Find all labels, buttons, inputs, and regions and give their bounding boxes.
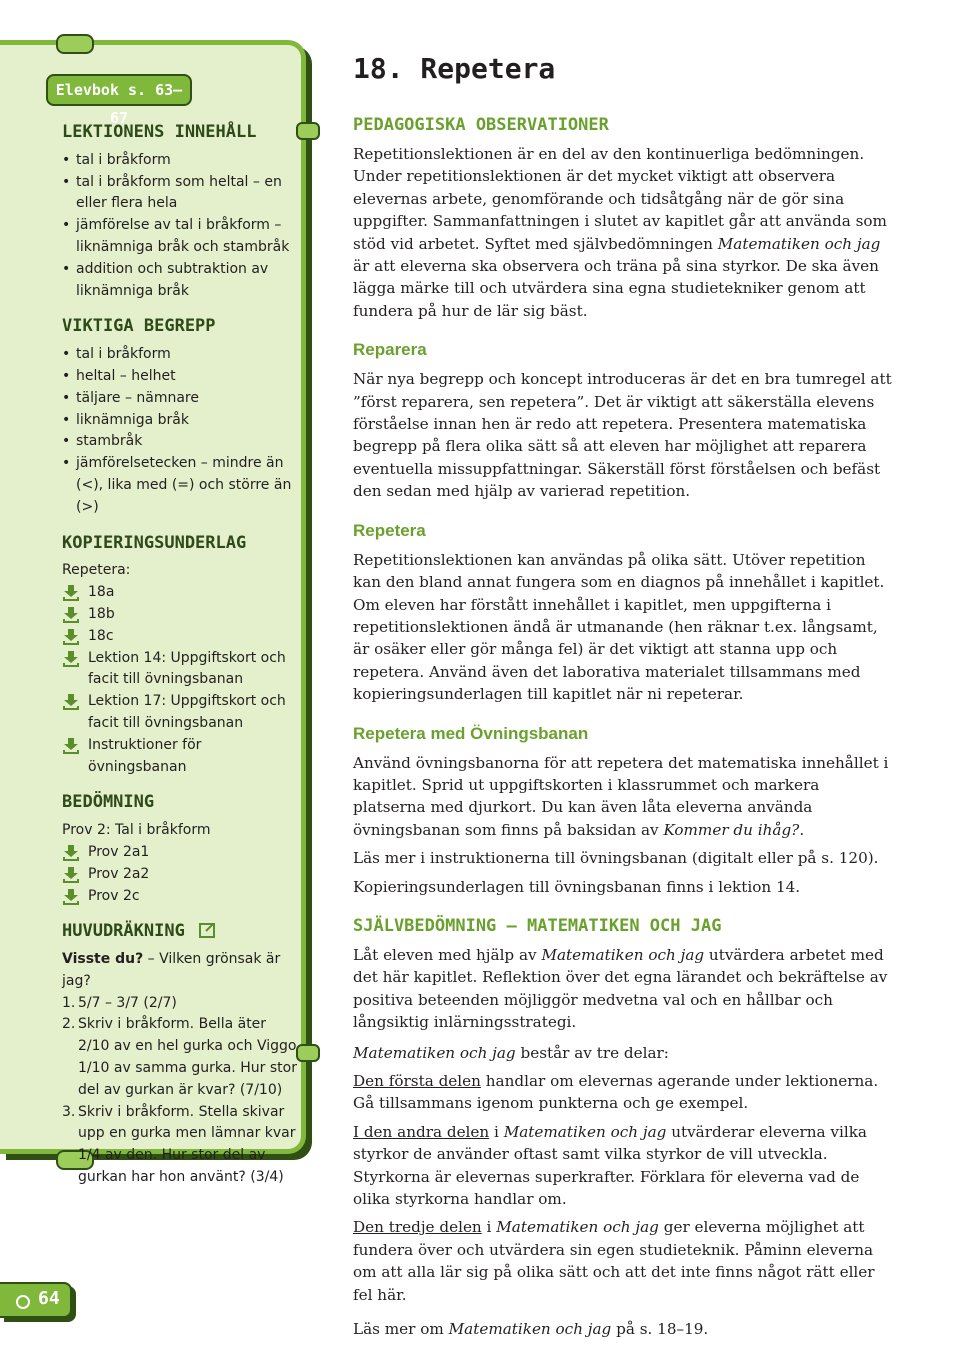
- list-item: • tal i bråkform: [62, 150, 298, 172]
- section-kopiering: [62, 533, 298, 779]
- section-bedomning: [62, 792, 298, 907]
- heading-kopiering: KOPIERINGSUNDERLAG: [62, 532, 247, 553]
- list-innehall: [62, 150, 298, 303]
- list-item: • jämförelse av tal i bråkform – liknämniga bråk och stambråk: [62, 215, 298, 259]
- download-label: Lektion 17: Uppgiftskort och facit till övningsbanan: [88, 693, 286, 731]
- italic-title: Matematiken och jag: [503, 1122, 667, 1141]
- list-huvudrakning: [62, 993, 298, 1189]
- download-link-prov2c[interactable]: [62, 886, 298, 908]
- text: Använd övningsbanorna för att repetera det matematiska innehållet i kapitlet. Sprid ut uppgiftskorten i klassrummet och markera platserna med djurkort. Du kan även låta eleverna använda övningsbanan som finns på baksidan av: [353, 753, 889, 839]
- download-label: Instruktioner för övningsbanan: [88, 736, 202, 775]
- item-text: 5/7 – 3/7 (2/7): [78, 994, 177, 1011]
- text: .: [799, 820, 805, 839]
- list-begrepp: [62, 344, 298, 518]
- download-icon: [62, 607, 80, 623]
- heading-reparera: Reparera: [353, 340, 427, 360]
- pipe-ring-top: [56, 34, 94, 54]
- list-item: • täljare – nämnare: [62, 388, 298, 410]
- download-link-prov2a2[interactable]: [62, 864, 298, 886]
- download-icon: [62, 889, 80, 905]
- underlined-text: Den första delen: [353, 1072, 481, 1090]
- heading-bedomning: BEDÖMNING: [62, 792, 155, 813]
- italic-title: Kommer du ihåg?: [663, 820, 800, 839]
- text: Låt eleven med hjälp av: [353, 945, 542, 964]
- download-label: Lektion 14: Uppgiftskort och facit till övningsbanan: [88, 649, 286, 688]
- download-link-prov2a1[interactable]: [62, 842, 298, 864]
- list-item: [62, 993, 298, 1015]
- download-label: 18a: [88, 584, 115, 601]
- paragraph-sjalv-3: [353, 1070, 893, 1115]
- paragraph-ovningsbanan-3: Kopieringsunderlagen till övningsbanan finns i lektion 14.: [353, 877, 801, 896]
- paragraph-sjalv-1: [353, 944, 893, 1034]
- heading-ovningsbanan: Repetera med Övningsbanan: [353, 723, 589, 743]
- page-number-tab: [0, 1282, 72, 1318]
- download-icon: [62, 651, 80, 667]
- visste-du: [62, 949, 298, 993]
- section-innehall: [62, 122, 298, 302]
- heading-huvudrakning-label: HUVUDRÄKNING: [62, 921, 185, 942]
- text: utvärdera arbetet med det här kapitlet. Reflektion över det egna lärandet och bekräftelse av positiva beteenden möjliggör medvetna val och en hållbar och långsiktig inlärningsstrategi.: [353, 945, 888, 1032]
- bedomning-intro: Prov 2: Tal i bråkform: [62, 822, 211, 839]
- heading-innehall: LEKTIONENS INNEHÅLL: [62, 122, 257, 142]
- item-text: Skriv i bråkform. Bella äter 2/10 av en hel gurka och Viggo 1/10 av samma gurka. Hur stor del av gurkan är kvar? (7/10): [78, 1016, 297, 1098]
- kopiering-intro: Repetera:: [62, 562, 131, 579]
- italic-title: Matematiken och jag: [353, 1043, 516, 1062]
- text: i: [481, 1218, 497, 1237]
- section-begrepp: [62, 316, 298, 518]
- list-item: • heltal – helhet: [62, 366, 298, 388]
- heading-pedagogiska: PEDAGOGISKA OBSERVATIONER: [353, 115, 609, 135]
- list-item: [62, 1102, 298, 1189]
- download-icon: [62, 694, 80, 710]
- list-item: • stambråk: [62, 431, 298, 453]
- paragraph-ovningsbanan-1: [353, 752, 893, 842]
- heading-huvudrakning: [62, 921, 298, 943]
- sidebar-content: [62, 122, 298, 1203]
- download-label: 18b: [88, 605, 115, 622]
- download-label: 18c: [88, 627, 114, 644]
- heading-repetera: Repetera: [353, 520, 426, 540]
- pipe-ring-right-top: [296, 122, 320, 140]
- download-icon: [62, 867, 80, 883]
- download-link-lektion14[interactable]: [62, 648, 298, 692]
- paragraph-sjalv-4: [353, 1121, 893, 1211]
- list-item: [62, 1014, 298, 1101]
- download-icon: [62, 629, 80, 645]
- item-number: 1.: [62, 994, 76, 1011]
- item-number: 3.: [62, 1103, 76, 1120]
- main-content: [353, 52, 893, 1340]
- paragraph-sjalv-5: [353, 1216, 893, 1306]
- italic-title: Matematiken och jag: [448, 1320, 612, 1339]
- paragraph-ovningsbanan-2: Läs mer i instruktionerna till övningsbanan (digitalt eller på s. 120).: [353, 849, 879, 868]
- underlined-text: I den andra delen: [353, 1122, 490, 1141]
- paragraph-pedagogiska: [353, 143, 893, 322]
- page-number: 64: [38, 1288, 60, 1309]
- text: är att eleverna ska observera och träna på sina styrkor. De ska även lägga märke till och utvärdera sina egna studietekniker genom att fundera på hur de lär sig bäst.: [353, 257, 879, 320]
- circle-icon: [16, 1295, 30, 1309]
- download-label: Prov 2a1: [88, 843, 150, 860]
- download-icon: [62, 585, 80, 601]
- paragraph-sjalv-2: [353, 1042, 893, 1064]
- download-link-18b[interactable]: [62, 604, 298, 626]
- download-label: Prov 2a2: [88, 865, 150, 882]
- text: utvärderar eleverna vilka styrkor de använder oftast samt vilka styrkor de vill utveckla. Styrkorna är elevernas superkrafter. Förklara för eleverna vad de olika styrkorna handlar om.: [353, 1122, 867, 1209]
- underlined-text: Den tredje delen: [353, 1218, 482, 1237]
- list-item: • liknämniga bråk: [62, 410, 298, 432]
- text: består av tre delar:: [515, 1043, 669, 1062]
- external-link-icon[interactable]: [199, 922, 217, 938]
- text: Läs mer om: [353, 1320, 449, 1339]
- download-link-lektion17[interactable]: [62, 691, 298, 735]
- elevbok-tag: Elevbok s. 63–67: [46, 74, 192, 106]
- visste-du-label: Visste du?: [62, 951, 144, 968]
- list-item: • jämförelsetecken – mindre än (<), lika med (=) och större än (>): [62, 453, 298, 518]
- list-item: • tal i bråkform: [62, 344, 298, 366]
- download-link-instruktioner[interactable]: [62, 735, 298, 779]
- list-item: • addition och subtraktion av liknämniga bråk: [62, 259, 298, 303]
- visste-du-text: – Vilken grönsak är jag?: [62, 951, 281, 989]
- list-item: • tal i bråkform som heltal – en eller flera hela: [62, 172, 298, 216]
- text: Repetitionslektionen är en del av den kontinuerliga bedömningen. Under repetitionslektionen är det mycket viktigt att observera elevernas arbete, genomförande och tidsåtgång när de gör sina uppgifter. Sammanfattningen i slutet av kapitlet går att använda som stöd vid arbetet. Syftet med självbedömningen: [353, 145, 887, 253]
- paragraph-repetera: Repetitionslektionen kan användas på olika sätt. Utöver repetition kan den bland annat fungera som en diagnos på innehållet i kapitlet. Om eleven har förstått innehållet i kapitlet, men uppgifterna i repetitionslektionen ändå är utmanande (hen räknar t.ex. långsamt, är osäker eller gör många fel) är det viktigt att stanna upp och repetera. Använd även det laborativa materialet tillsammans med kopieringsunderlagen till kapitlet när ni repeterar.: [353, 550, 885, 704]
- italic-title: Matematiken och jag: [496, 1218, 659, 1237]
- page-title: 18. Repetera: [353, 52, 556, 85]
- pipe-ring-right-bottom: [296, 1044, 320, 1062]
- item-text: Skriv i bråkform. Stella skivar upp en gurka men lämnar kvar 1/4 av den. Hur stor del av gurkan har hon använt? (3/4): [78, 1103, 296, 1186]
- download-link-18a[interactable]: [62, 582, 298, 604]
- download-label: Prov 2c: [88, 887, 140, 904]
- italic-title: Matematiken och jag: [717, 234, 881, 253]
- section-huvudrakning: [62, 921, 298, 1189]
- download-icon: [62, 845, 80, 861]
- text: på s. 18–19.: [611, 1320, 709, 1339]
- item-number: 2.: [62, 1016, 76, 1033]
- download-link-18c[interactable]: [62, 626, 298, 648]
- text: i: [489, 1122, 504, 1141]
- paragraph-sjalv-6: [353, 1318, 893, 1340]
- italic-title: Matematiken och jag: [541, 945, 705, 964]
- paragraph-reparera: När nya begrepp och koncept introduceras är det en bra tumregel att ”först reparera, sen repetera”. Det är viktigt att säkerställa elevens förståelse innan hen är redo att repetera. Presentera matematiska begrepp på flera olika sätt så att eleven har möjlighet att reparera eventuella missuppfattningar. Säkerställ först förståelsen och befäst den sedan med hjälp av varierad repetition.: [353, 370, 892, 501]
- heading-sjalvbedomning: SJÄLVBEDÖMNING – MATEMATIKEN OCH JAG: [353, 915, 722, 936]
- text: ger eleverna möjlighet att fundera över och utvärdera sin egen studieteknik. Påminn eleverna om att alla lär sig på olika sätt och att det inte finns något rätt eller fel här.: [353, 1218, 875, 1304]
- download-icon: [62, 738, 80, 754]
- heading-begrepp: VIKTIGA BEGREPP: [62, 316, 216, 337]
- text: handlar om elevernas agerande under lektionerna. Gå tillsammans igenom punkterna och ge exempel.: [353, 1072, 879, 1113]
